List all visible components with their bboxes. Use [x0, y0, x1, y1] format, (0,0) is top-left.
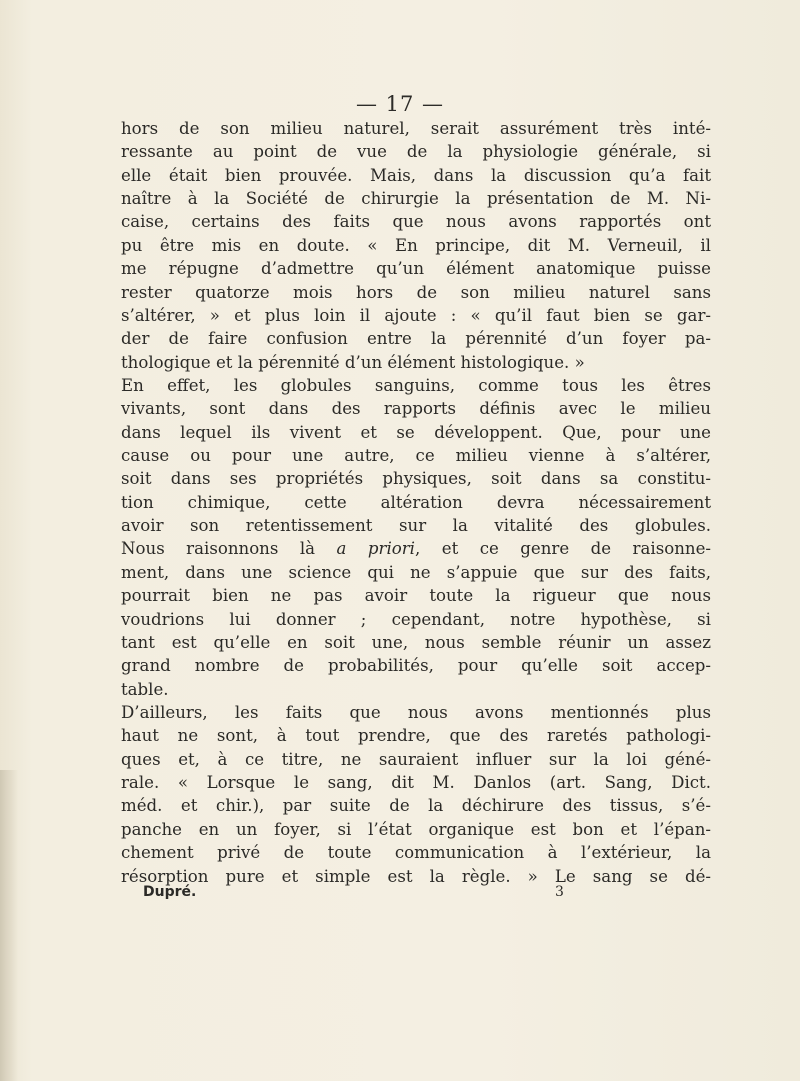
text-line-33: résorption pure et simple est la règle. » Le sang se dé-	[121, 866, 711, 886]
text-line-18: avoir son retentissement sur la vitalité des globules.	[121, 516, 711, 536]
text-line-1: hors de son milieu naturel, serait assurément très inté-	[121, 119, 711, 138]
text-line-2: ressante au point de vue de la physiologie générale, si	[121, 142, 711, 162]
text-line-23: tant est qu’elle en soit une, nous semble réunir un assez	[121, 632, 711, 652]
text-line-27: haut ne sont, à tout prendre, que des raretés pathologi-	[121, 726, 711, 746]
text-line-15: cause ou pour une autre, ce milieu vienne à s’altérer,	[121, 446, 711, 466]
text-line-22: voudrions lui donner ; cependant, notre hypothèse, si	[121, 609, 711, 629]
text-line-14: dans lequel ils vivent et se développent. Que, pour une	[121, 422, 711, 442]
page-fold-shadow	[0, 770, 18, 1081]
text-line-4: naître à la Société de chirurgie la présentation de M. Ni-	[121, 189, 711, 209]
text-line-10: der de faire confusion entre la pérennité d’un foyer pa-	[121, 329, 711, 349]
text-line-28: ques et, à ce titre, ne sauraient influer sur la loi géné-	[121, 749, 711, 769]
body-text	[121, 117, 711, 888]
text-line-19: Nous raisonnons là a priori, et ce genre de raisonne-	[121, 539, 711, 559]
text-line-9: s’altérer, » et plus loin il ajoute : « qu’il faut bien se gar-	[121, 305, 711, 325]
text-line-7: me répugne d’admettre qu’un élément anatomique puisse	[121, 259, 711, 279]
text-line-32: chement privé de toute communication à l’extérieur, la	[121, 843, 711, 863]
text-line-24: grand nombre de probabilités, pour qu’elle soit accep-	[121, 656, 711, 676]
text-line-29: rale. « Lorsque le sang, dit M. Danlos (art. Sang, Dict.	[121, 773, 711, 793]
text-line-6: pu être mis en doute. « En principe, dit M. Verneuil, il	[121, 235, 711, 255]
text-line-30: méd. et chir.), par suite de la déchirure des tissus, s’é-	[121, 796, 711, 816]
footer-author: Dupré.	[143, 884, 197, 900]
text-line-17: tion chimique, cette altération devra nécessairement	[121, 492, 711, 512]
footer-signature-number: 3	[555, 884, 564, 900]
text-line-3: elle était bien prouvée. Mais, dans la discussion qu’a fait	[121, 165, 711, 185]
text-line-20: ment, dans une science qui ne s’appuie que sur des faits,	[121, 562, 711, 582]
text-line-25: table.	[121, 679, 169, 699]
text-line-16: soit dans ses propriétés physiques, soit dans sa constitu-	[121, 469, 711, 489]
text-line-5: caise, certains des faits que nous avons rapportés ont	[121, 212, 711, 232]
text-line-21: pourrait bien ne pas avoir toute la rigueur que nous	[121, 586, 711, 606]
text-line-11: thologique et la pérennité d’un élément histologique. »	[121, 352, 585, 372]
text-line-31: panche en un foyer, si l’état organique est bon et l’épan-	[121, 819, 711, 839]
page-number-header: — 17 —	[355, 92, 445, 116]
text-line-26: D’ailleurs, les faits que nous avons mentionnés plus	[121, 702, 711, 722]
italic-phrase: a priori	[336, 539, 415, 559]
text-line-13: vivants, sont dans des rapports définis avec le milieu	[121, 399, 711, 419]
text-line-8: rester quatorze mois hors de son milieu naturel sans	[121, 282, 711, 302]
text-line-12: En effet, les globules sanguins, comme tous les êtres	[121, 375, 711, 395]
